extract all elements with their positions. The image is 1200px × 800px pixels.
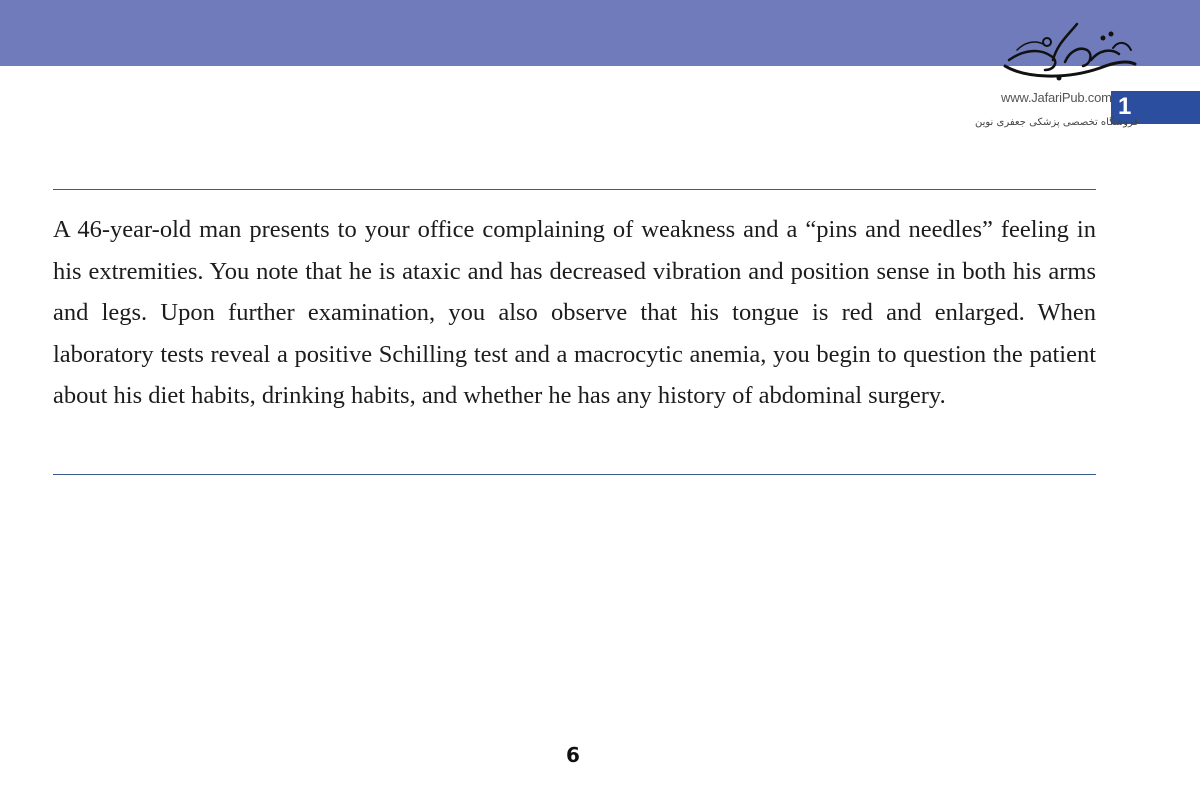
publisher-logo-icon [995, 20, 1145, 92]
publisher-url: www.JafariPub.com [1001, 90, 1112, 105]
top-divider [53, 189, 1096, 190]
bottom-divider [53, 474, 1096, 475]
page-number: 6 [566, 743, 580, 767]
chapter-number: 1 [1118, 93, 1132, 120]
case-paragraph: A 46-year-old man presents to your office complaining of weakness and a “pins and needles” feeling in his extremities. You note that he is ataxic and has decreased vibration and position sense in both his arms and legs. Upon further examination, you also observe that his tongue is red and enlarged. When laboratory tests reveal a positive Schilling test and a macrocytic anemia, you begin to question the patient about his diet habits, drinking habits, and whether he has any history of abdominal surgery. [53, 216, 1096, 409]
publisher-tagline: فروشگاه تخصصی پزشکی جعفری نوین [975, 117, 1139, 128]
